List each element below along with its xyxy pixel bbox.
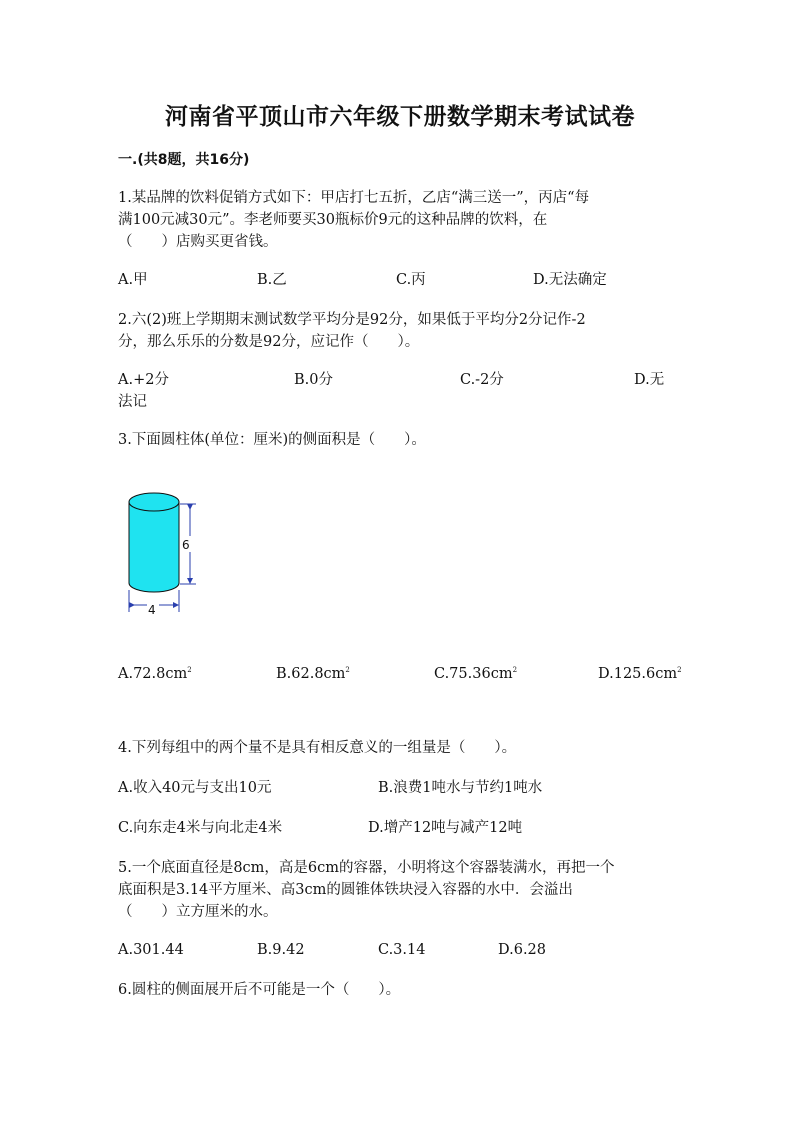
q4-option-d[interactable]: D.增产12吨与减产12吨 <box>368 820 523 836</box>
height-dimension <box>180 504 196 584</box>
q3-option-a[interactable]: $A.72.8cm^2$ <box>118 666 192 682</box>
q5-text-line-1: 5.一个底面直径是8cm，高是6cm的容器，小明将这个容器装满水，再把一个 <box>118 860 615 876</box>
q2-text-line-2: 分，那么乐乐的分数是92分，应记作（ ）。 <box>118 334 420 350</box>
q2-option-a[interactable]: A.+2分 <box>118 372 169 388</box>
q2-option-b[interactable]: B.0分 <box>294 372 333 388</box>
q5-option-a[interactable]: A.301.44 <box>118 942 184 958</box>
q3-option-b[interactable]: $B.62.8cm^2$ <box>276 666 350 682</box>
q3-option-d[interactable]: $D.125.6cm^2$ <box>598 666 682 682</box>
q4-option-b[interactable]: B.浪费1吨水与节约1吨水 <box>378 780 543 796</box>
q2-option-c[interactable]: C.-2分 <box>460 372 504 388</box>
q3-option-c[interactable]: $C.75.36cm^2$ <box>434 666 518 682</box>
q4-text-line-1: 4.下列每组中的两个量不是具有相反意义的一组量是（ ）。 <box>118 740 517 756</box>
q1-option-b[interactable]: B.乙 <box>257 272 287 288</box>
q5-option-d[interactable]: D.6.28 <box>498 942 547 958</box>
q3-text-line-1: 3.下面圆柱体(单位：厘米)的侧面积是（ ）。 <box>118 432 426 448</box>
diameter-dimension <box>129 590 179 617</box>
q2-option-d[interactable]: D.无 <box>634 372 665 388</box>
q1-option-c[interactable]: C.丙 <box>396 272 426 288</box>
q1-option-d[interactable]: D.无法确定 <box>533 272 607 288</box>
q2-text-line-1: 2.六(2)班上学期期末测试数学平均分是92分，如果低于平均分2分记作-2 <box>118 312 586 328</box>
q5-text-line-2: 底面积是3.14平方厘米、高3cm的圆锥体铁块浸入容器的水中．会溢出 <box>118 882 573 898</box>
q5-option-c[interactable]: C.3.14 <box>378 942 426 958</box>
q1-text-line-2: 满100元减30元”。李老师要买30瓶标价9元的这种品牌的饮料，在 <box>118 212 548 228</box>
q1-option-a[interactable]: A.甲 <box>118 272 148 288</box>
q6-text-line-1: 6.圆柱的侧面展开后不可能是一个（ ）。 <box>118 982 401 998</box>
section-heading: 一.(共8题，共16分) <box>118 152 250 168</box>
q4-option-a[interactable]: A.收入40元与支出10元 <box>118 780 272 796</box>
cylinder-body <box>129 493 179 592</box>
height-label: 6 <box>182 538 190 552</box>
diameter-label: 4 <box>148 603 156 617</box>
q5-text-line-3: （ ）立方厘米的水。 <box>118 904 278 920</box>
page-title: 河南省平顶山市六年级下册数学期末考试试卷 <box>165 103 635 130</box>
q1-text-line-1: 1.某品牌的饮料促销方式如下：甲店打七五折，乙店“满三送一”，丙店“每 <box>118 190 590 206</box>
q4-option-c[interactable]: C.向东走4米与向北走4米 <box>118 820 283 836</box>
q1-text-line-3: （ ）店购买更省钱。 <box>118 234 278 250</box>
q2-option-d-wrap: 法记 <box>118 394 147 410</box>
cylinder-figure <box>118 480 208 620</box>
q5-option-b[interactable]: B.9.42 <box>257 942 305 958</box>
